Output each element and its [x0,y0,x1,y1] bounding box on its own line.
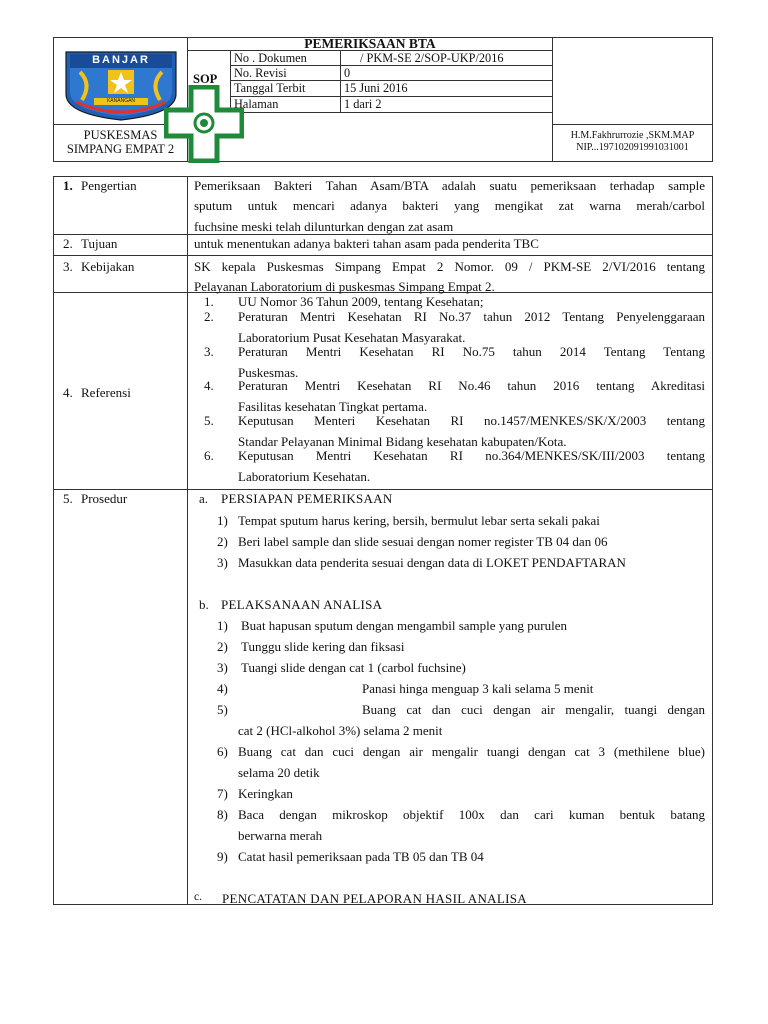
info-value-dokumen: / PKM-SE 2/SOP-UKP/2016 [360,51,504,65]
pengertian-line-1: Pemeriksaan Bakteri Tahan Asam/BTA adalah suatu pemeriksaan terhadap sample [194,178,705,193]
section-label-referensi: Referensi [81,385,131,400]
ref-line: Keputusan Menteri Kesehatan RI no.1457/MENKES/SK/X/2003 tentang [238,413,705,428]
step-text-cont: berwarna merah [238,828,323,843]
step-num: 9) [217,849,228,864]
logo-banner-text: BANJAR [92,54,150,66]
pengertian-line-3: fuchsine meski telah dilunturkan dengan zat asam [194,219,454,234]
step-text: Keringkan [238,786,293,801]
step-text: Buat hapusan sputum dengan mengambil sample yang purulen [241,618,568,633]
document-title: PEMERIKSAAN BTA [304,36,436,51]
subsection-letter-c: c. [194,891,202,903]
step-num: 1) [217,513,228,528]
step-num: 3) [217,555,228,570]
banjar-logo [62,48,180,122]
step-text: Baca dengan mikroskop objektif 100x dan cari kuman bentuk batang [238,807,705,822]
subsection-title-a: PERSIAPAN PEMERIKSAAN [221,491,393,506]
subsection-title-c: PENCATATAN DAN PELAPORAN HASIL ANALISA [222,891,527,906]
step-num: 8) [217,807,228,822]
info-label-dokumen: No . Dokumen [234,51,307,65]
subsection-letter-b: b. [199,597,209,612]
step-text: Buang cat dan cuci dengan air mengalir, tuangi dengan [362,702,705,717]
subsection-letter-a: a. [199,491,209,506]
ref-num: 3. [204,344,214,359]
ref-line-cont: Laboratorium Kesehatan. [238,469,371,484]
info-label-halaman: Halaman [234,97,279,111]
ref-line-cont: Fasilitas kesehatan Tingkat pertama. [238,399,428,414]
ref-line-cont: Puskesmas. [238,365,299,380]
ref-line: Peraturan Mentri Kesehatan RI No.46 tahun 2016 tentang Akreditasi [238,378,705,393]
step-text: Panasi hinga menguap 3 kali selama 5 menit [362,681,594,696]
org-name-line1: PUSKESMAS [83,128,158,142]
info-label-revisi: No. Revisi [234,66,287,80]
step-text: Catat hasil pemeriksaan pada TB 05 dan TB 04 [238,849,484,864]
logo-motto-text: KANANGAN [106,98,136,104]
step-text: Masukkan data penderita sesuai dengan data di LOKET PENDAFTARAN [238,555,626,570]
step-text: Beri label sample dan slide sesuai dengan nomer register TB 04 dan 06 [238,534,608,549]
signer-nip: NIP...197102091991031001 [576,142,689,153]
info-value-revisi: 0 [344,66,351,80]
section-num-kebijakan: 3. [63,259,73,274]
sop-label: SOP [193,72,218,86]
ref-num: 2. [204,309,214,324]
ref-num: 4. [204,378,214,393]
step-text-cont: cat 2 (HCl-alkohol 3%) selama 2 menit [238,723,443,738]
section-num-tujuan: 2. [63,236,73,251]
info-value-halaman: 1 dari 2 [344,97,382,111]
subsection-title-b: PELAKSANAAN ANALISA [221,597,383,612]
step-num: 2) [217,534,228,549]
ref-num: 1. [204,294,214,309]
kebijakan-line-1: SK kepala Puskesmas Simpang Empat 2 Nomor. 09 / PKM-SE 2/VI/2016 tentang [194,259,705,274]
pengertian-line-2: sputum untuk mencari adanya bakteri yang mengikat zat warna merah/carbol [194,198,705,213]
step-text: Tunggu slide kering dan fiksasi [241,639,405,654]
ref-num: 6. [204,448,214,463]
step-num: 3) [217,660,228,675]
ref-line: Peraturan Mentri Kesehatan RI No.37 tahun 2012 Tentang Penyelenggaraan [238,309,705,324]
step-num: 7) [217,786,228,801]
section-label-tujuan: Tujuan [81,236,118,251]
section-label-prosedur: Prosedur [81,491,128,506]
step-text: Tempat sputum harus kering, bersih, bermulut lebar serta sekali pakai [238,513,600,528]
info-label-tanggal: Tanggal Terbit [234,81,306,95]
kebijakan-line-2: Pelayanan Laboratorium di puskesmas Simpang Empat 2. [194,279,495,294]
ref-line-cont: Laboratorium Pusat Kesehatan Masyarakat. [238,330,466,345]
info-value-tanggal: 15 Juni 2016 [344,81,408,95]
tujuan-text: untuk menentukan adanya bakteri tahan asam pada penderita TBC [194,236,539,251]
section-num-prosedur: 5. [63,491,73,506]
ref-num: 5. [204,413,214,428]
step-num: 6) [217,744,228,759]
signer-name: H.M.Fakhrurrozie ,SKM.MAP [570,130,695,141]
section-num-referensi: 4. [63,385,73,400]
section-label-kebijakan: Kebijakan [81,259,135,274]
ref-line-cont: Standar Pelayanan Minimal Bidang kesehatan kabupaten/Kota. [238,434,567,449]
section-num-pengertian: 1. [63,178,73,193]
step-num: 2) [217,639,228,654]
step-text: Tuangi slide dengan cat 1 (carbol fuchsine) [241,660,466,675]
org-name-line2: SIMPANG EMPAT 2 [66,142,175,156]
section-label-pengertian: Pengertian [81,178,137,193]
ref-line: Keputusan Mentri Kesehatan RI no.364/MENKES/SK/III/2003 tentang [238,448,705,463]
ref-line: UU Nomor 36 Tahun 2009, tentang Kesehatan; [238,294,484,309]
step-text: Buang cat dan cuci dengan air mengalir tuangi dengan cat 3 (methilene blue) [238,744,705,759]
step-num: 5) [217,702,228,717]
step-num: 4) [217,681,228,696]
ref-line: Peraturan Mentri Kesehatan RI No.75 tahun 2014 Tentang Tentang [238,344,705,359]
step-num: 1) [217,618,228,633]
step-text-cont: selama 20 detik [238,765,320,780]
